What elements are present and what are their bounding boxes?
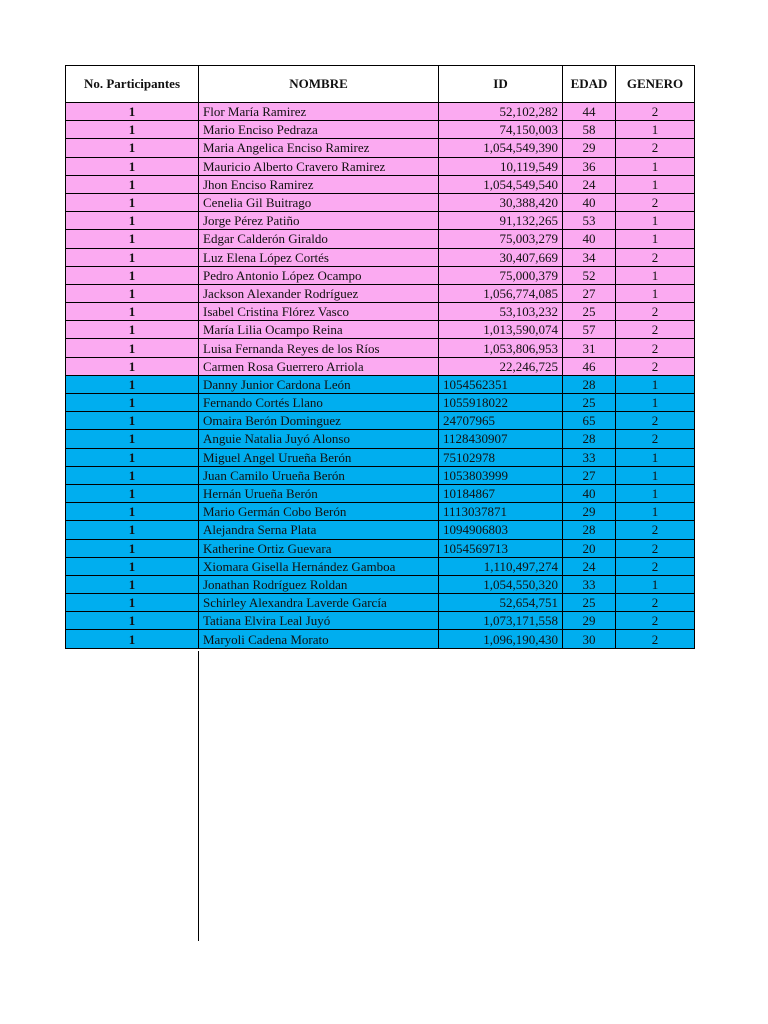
participant-count-cell: 1 <box>66 448 199 466</box>
participant-count-cell: 1 <box>66 121 199 139</box>
name-cell: Alejandra Serna Plata <box>199 521 439 539</box>
table-row <box>66 248 695 266</box>
table-row <box>66 175 695 193</box>
id-cell: 1,054,549,390 <box>439 139 563 157</box>
table-row <box>66 484 695 502</box>
name-cell: Katherine Ortiz Guevara <box>199 539 439 557</box>
age-cell: 29 <box>563 139 616 157</box>
id-cell: 1,053,806,953 <box>439 339 563 357</box>
participant-count-cell: 1 <box>66 103 199 121</box>
table-row <box>66 575 695 593</box>
participant-count-cell: 1 <box>66 484 199 502</box>
gender-cell: 2 <box>616 139 695 157</box>
name-cell: Flor María Ramirez <box>199 103 439 121</box>
table-row <box>66 630 695 648</box>
name-cell: Jonathan Rodríguez Roldan <box>199 575 439 593</box>
participant-count-cell: 1 <box>66 157 199 175</box>
participant-count-cell: 1 <box>66 175 199 193</box>
table-row <box>66 121 695 139</box>
id-cell: 75,003,279 <box>439 230 563 248</box>
id-cell: 74,150,003 <box>439 121 563 139</box>
gender-cell: 2 <box>616 193 695 211</box>
name-cell: Schirley Alexandra Laverde García <box>199 594 439 612</box>
age-cell: 53 <box>563 212 616 230</box>
gender-cell: 2 <box>616 594 695 612</box>
age-cell: 36 <box>563 157 616 175</box>
column-divider-line <box>198 651 199 941</box>
table-row <box>66 430 695 448</box>
id-cell: 75,000,379 <box>439 266 563 284</box>
participant-count-cell: 1 <box>66 339 199 357</box>
age-cell: 28 <box>563 430 616 448</box>
name-cell: Mario Enciso Pedraza <box>199 121 439 139</box>
table-row <box>66 230 695 248</box>
participant-count-cell: 1 <box>66 394 199 412</box>
id-cell: 1,110,497,274 <box>439 557 563 575</box>
participant-count-cell: 1 <box>66 612 199 630</box>
participant-count-cell: 1 <box>66 248 199 266</box>
header-gender: GENERO <box>616 66 695 103</box>
id-cell: 24707965 <box>439 412 563 430</box>
name-cell: Fernando Cortés Llano <box>199 394 439 412</box>
participant-count-cell: 1 <box>66 521 199 539</box>
participant-count-cell: 1 <box>66 193 199 211</box>
id-cell: 1055918022 <box>439 394 563 412</box>
age-cell: 40 <box>563 484 616 502</box>
gender-cell: 1 <box>616 448 695 466</box>
age-cell: 33 <box>563 575 616 593</box>
gender-cell: 2 <box>616 612 695 630</box>
name-cell: Omaira Berón Dominguez <box>199 412 439 430</box>
id-cell: 1053803999 <box>439 466 563 484</box>
id-cell: 22,246,725 <box>439 357 563 375</box>
id-cell: 10184867 <box>439 484 563 502</box>
name-cell: Carmen Rosa Guerrero Arriola <box>199 357 439 375</box>
participant-count-cell: 1 <box>66 139 199 157</box>
id-cell: 1,013,590,074 <box>439 321 563 339</box>
id-cell: 75102978 <box>439 448 563 466</box>
header-row <box>66 66 695 103</box>
name-cell: Mauricio Alberto Cravero Ramirez <box>199 157 439 175</box>
name-cell: Miguel Angel Urueña Berón <box>199 448 439 466</box>
name-cell: Pedro Antonio López Ocampo <box>199 266 439 284</box>
participant-count-cell: 1 <box>66 212 199 230</box>
name-cell: Luisa Fernanda Reyes de los Ríos <box>199 339 439 357</box>
participant-count-cell: 1 <box>66 557 199 575</box>
table-body <box>66 103 695 649</box>
gender-cell: 1 <box>616 266 695 284</box>
header-age: EDAD <box>563 66 616 103</box>
participant-count-cell: 1 <box>66 594 199 612</box>
age-cell: 24 <box>563 557 616 575</box>
gender-cell: 1 <box>616 375 695 393</box>
table-row <box>66 557 695 575</box>
gender-cell: 1 <box>616 121 695 139</box>
age-cell: 46 <box>563 357 616 375</box>
name-cell: Jackson Alexander Rodríguez <box>199 284 439 302</box>
table-row <box>66 412 695 430</box>
age-cell: 31 <box>563 339 616 357</box>
age-cell: 28 <box>563 521 616 539</box>
participants-table <box>65 65 695 649</box>
participant-count-cell: 1 <box>66 630 199 648</box>
participant-count-cell: 1 <box>66 230 199 248</box>
id-cell: 1054569713 <box>439 539 563 557</box>
id-cell: 52,654,751 <box>439 594 563 612</box>
id-cell: 1054562351 <box>439 375 563 393</box>
gender-cell: 1 <box>616 484 695 502</box>
id-cell: 1,054,550,320 <box>439 575 563 593</box>
gender-cell: 2 <box>616 630 695 648</box>
age-cell: 29 <box>563 612 616 630</box>
age-cell: 44 <box>563 103 616 121</box>
id-cell: 30,407,669 <box>439 248 563 266</box>
table-row <box>66 139 695 157</box>
age-cell: 20 <box>563 539 616 557</box>
table-row <box>66 284 695 302</box>
name-cell: Anguie Natalia Juyó Alonso <box>199 430 439 448</box>
age-cell: 40 <box>563 230 616 248</box>
table-row <box>66 321 695 339</box>
age-cell: 52 <box>563 266 616 284</box>
table-row <box>66 303 695 321</box>
participant-count-cell: 1 <box>66 412 199 430</box>
table-row <box>66 375 695 393</box>
age-cell: 30 <box>563 630 616 648</box>
name-cell: Luz Elena López Cortés <box>199 248 439 266</box>
participant-count-cell: 1 <box>66 266 199 284</box>
gender-cell: 1 <box>616 230 695 248</box>
name-cell: Maryoli Cadena Morato <box>199 630 439 648</box>
id-cell: 1,096,190,430 <box>439 630 563 648</box>
gender-cell: 2 <box>616 321 695 339</box>
age-cell: 29 <box>563 503 616 521</box>
age-cell: 28 <box>563 375 616 393</box>
table-row <box>66 612 695 630</box>
table-row <box>66 466 695 484</box>
age-cell: 57 <box>563 321 616 339</box>
gender-cell: 1 <box>616 394 695 412</box>
id-cell: 30,388,420 <box>439 193 563 211</box>
id-cell: 1094906803 <box>439 521 563 539</box>
table-row <box>66 521 695 539</box>
age-cell: 25 <box>563 394 616 412</box>
name-cell: Edgar Calderón Giraldo <box>199 230 439 248</box>
gender-cell: 1 <box>616 503 695 521</box>
header-id: ID <box>439 66 563 103</box>
participant-count-cell: 1 <box>66 466 199 484</box>
participant-count-cell: 1 <box>66 575 199 593</box>
age-cell: 27 <box>563 466 616 484</box>
name-cell: Juan Camilo Urueña Berón <box>199 466 439 484</box>
name-cell: Mario Germán Cobo Berón <box>199 503 439 521</box>
gender-cell: 1 <box>616 284 695 302</box>
age-cell: 65 <box>563 412 616 430</box>
name-cell: Maria Angelica Enciso Ramirez <box>199 139 439 157</box>
gender-cell: 1 <box>616 157 695 175</box>
participant-count-cell: 1 <box>66 357 199 375</box>
age-cell: 25 <box>563 594 616 612</box>
gender-cell: 1 <box>616 575 695 593</box>
table-row <box>66 266 695 284</box>
id-cell: 91,132,265 <box>439 212 563 230</box>
id-cell: 1,054,549,540 <box>439 175 563 193</box>
gender-cell: 2 <box>616 303 695 321</box>
age-cell: 34 <box>563 248 616 266</box>
table-row <box>66 193 695 211</box>
participant-count-cell: 1 <box>66 539 199 557</box>
name-cell: Tatiana Elvira Leal Juyó <box>199 612 439 630</box>
gender-cell: 2 <box>616 539 695 557</box>
gender-cell: 2 <box>616 103 695 121</box>
id-cell: 53,103,232 <box>439 303 563 321</box>
name-cell: Isabel Cristina Flórez Vasco <box>199 303 439 321</box>
table-row <box>66 394 695 412</box>
gender-cell: 2 <box>616 521 695 539</box>
age-cell: 40 <box>563 193 616 211</box>
id-cell: 1,056,774,085 <box>439 284 563 302</box>
table-row <box>66 357 695 375</box>
gender-cell: 1 <box>616 466 695 484</box>
age-cell: 33 <box>563 448 616 466</box>
table-row <box>66 212 695 230</box>
table-row <box>66 594 695 612</box>
age-cell: 27 <box>563 284 616 302</box>
gender-cell: 2 <box>616 357 695 375</box>
participant-count-cell: 1 <box>66 375 199 393</box>
gender-cell: 2 <box>616 557 695 575</box>
header-participants: No. Participantes <box>66 66 199 103</box>
table-row <box>66 539 695 557</box>
age-cell: 24 <box>563 175 616 193</box>
name-cell: Jorge Pérez Patiño <box>199 212 439 230</box>
participant-count-cell: 1 <box>66 321 199 339</box>
gender-cell: 1 <box>616 175 695 193</box>
table-row <box>66 448 695 466</box>
table-row <box>66 157 695 175</box>
name-cell: Hernán Urueña Berón <box>199 484 439 502</box>
table-row <box>66 503 695 521</box>
gender-cell: 2 <box>616 248 695 266</box>
name-cell: Danny Junior Cardona León <box>199 375 439 393</box>
participant-count-cell: 1 <box>66 284 199 302</box>
participant-count-cell: 1 <box>66 503 199 521</box>
gender-cell: 2 <box>616 412 695 430</box>
id-cell: 1128430907 <box>439 430 563 448</box>
id-cell: 1113037871 <box>439 503 563 521</box>
gender-cell: 2 <box>616 430 695 448</box>
name-cell: Jhon Enciso Ramirez <box>199 175 439 193</box>
name-cell: Cenelia Gil Buitrago <box>199 193 439 211</box>
name-cell: María Lilia Ocampo Reina <box>199 321 439 339</box>
id-cell: 52,102,282 <box>439 103 563 121</box>
gender-cell: 1 <box>616 212 695 230</box>
participant-count-cell: 1 <box>66 303 199 321</box>
age-cell: 25 <box>563 303 616 321</box>
id-cell: 10,119,549 <box>439 157 563 175</box>
name-cell: Xiomara Gisella Hernández Gamboa <box>199 557 439 575</box>
id-cell: 1,073,171,558 <box>439 612 563 630</box>
table-row <box>66 339 695 357</box>
gender-cell: 2 <box>616 339 695 357</box>
participant-count-cell: 1 <box>66 430 199 448</box>
age-cell: 58 <box>563 121 616 139</box>
header-name: NOMBRE <box>199 66 439 103</box>
table-row <box>66 103 695 121</box>
